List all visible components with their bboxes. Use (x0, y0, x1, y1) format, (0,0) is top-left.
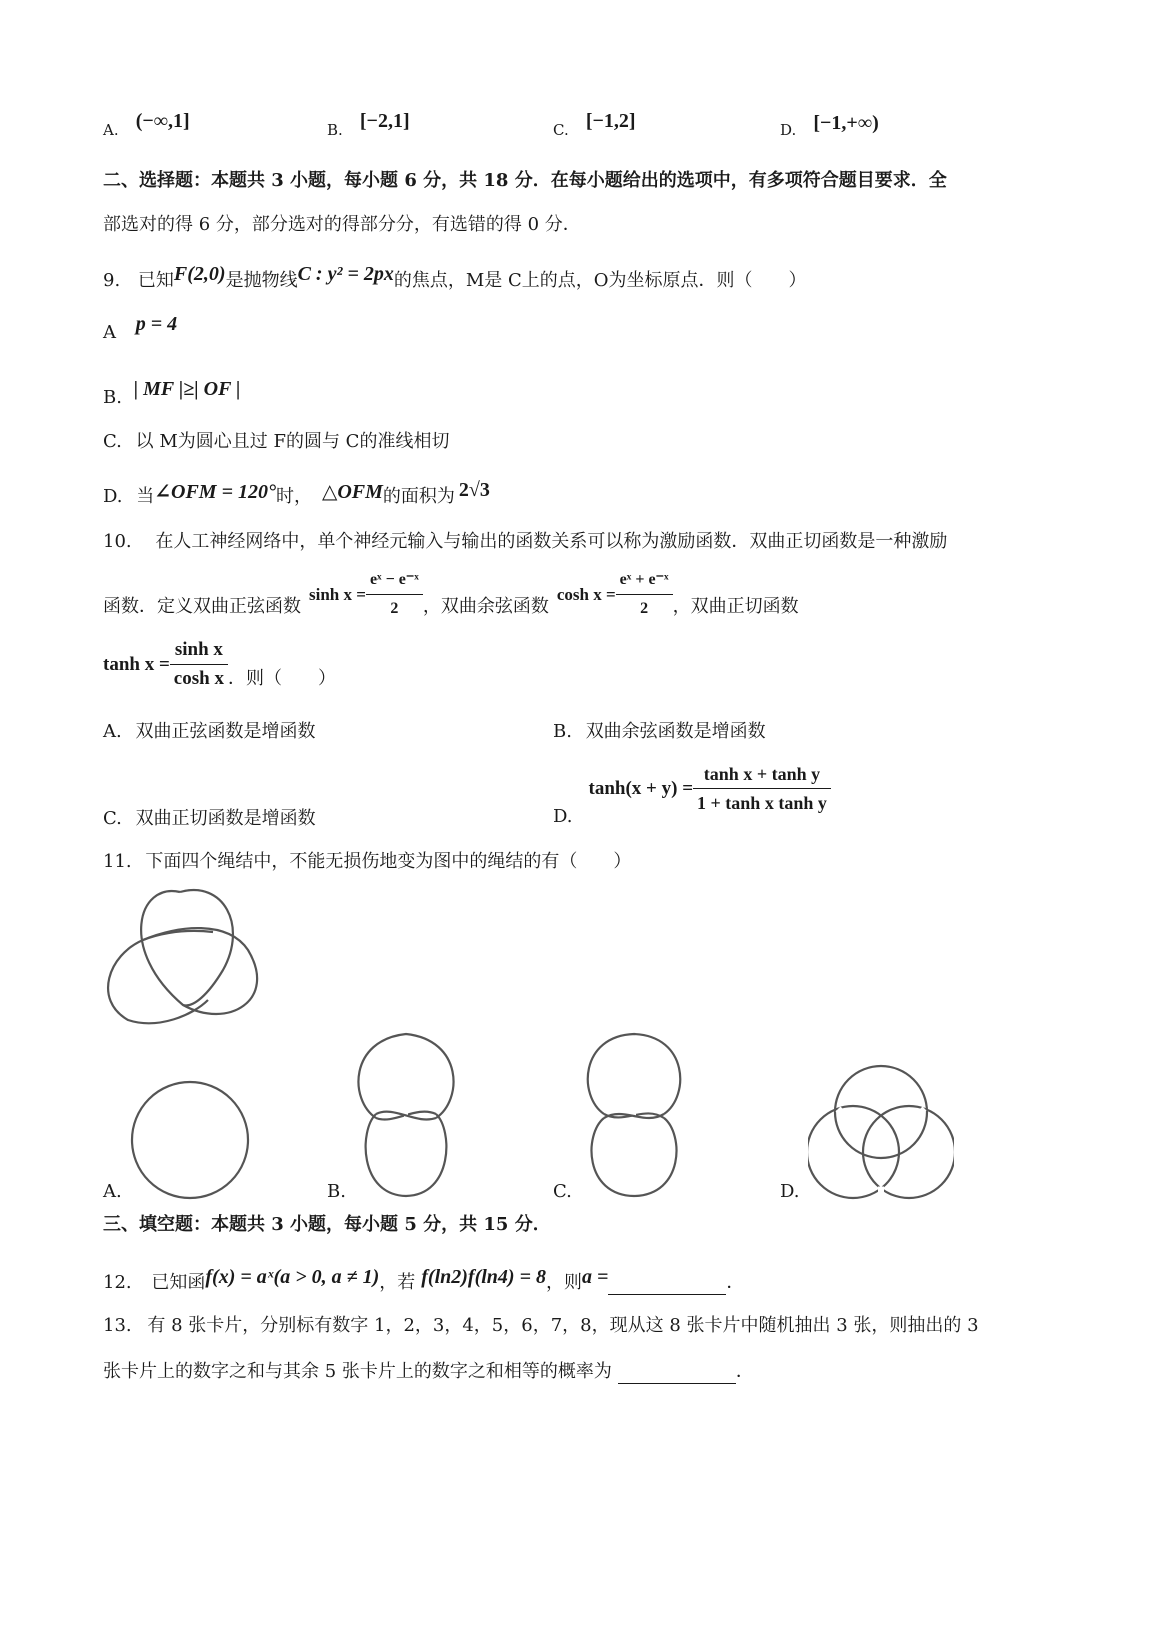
option-label: C. (103, 808, 122, 829)
option-math: ∠OFM = 120° (154, 481, 276, 503)
stem-text: ． (735, 1361, 754, 1382)
fraction-numerator: eˣ + e⁻ˣ (619, 571, 669, 588)
fraction-denominator: 2 (390, 600, 399, 617)
knot-option-b-figure (354, 1030, 458, 1200)
q11-option-a-label: A. (103, 1181, 122, 1202)
option-math: p = 4 (135, 313, 178, 335)
fraction-denominator: 1 + tanh x tanh y (697, 793, 827, 813)
tanh-sum-lhs: tanh(x + y) = (588, 777, 694, 799)
q13-stem-line1 (103, 1314, 979, 1338)
q10-option-a (103, 720, 315, 744)
stem-text: 是抛物线 (225, 270, 298, 291)
cosh-lhs: cosh x = (556, 584, 616, 604)
stem-text: 已知函 (151, 1272, 206, 1293)
fraction-bar (693, 788, 831, 789)
q9-option-b (103, 377, 241, 408)
answer-blank[interactable] (618, 1363, 736, 1384)
trefoil-knot-figure (98, 880, 268, 1030)
answer-blank[interactable] (608, 1274, 726, 1295)
option-math: △OFM (321, 481, 383, 503)
option-value: [−1,+∞) (813, 112, 879, 134)
section2-heading-line2: 部选对的得 6 分，部分选对的得部分分，有选错的得 0 分． (103, 214, 581, 235)
stem-text: ，双曲余弦函数 (422, 595, 549, 617)
option-label: D. (103, 486, 123, 507)
stem-text: ．则（ ） (227, 667, 336, 689)
q11-option-c-label: C. (553, 1181, 572, 1202)
option-text: 双曲正弦函数是增函数 (135, 721, 316, 742)
q9-option-c (103, 430, 449, 454)
option-value: [−1,2] (585, 110, 636, 132)
option-label: B. (553, 721, 572, 742)
q9-stem (103, 263, 807, 293)
q10-option-d (553, 762, 831, 827)
sinh-lhs: sinh x = (309, 584, 366, 604)
question-number: 11. (103, 851, 132, 872)
math-parabola: C : y² = 2px (297, 263, 394, 285)
math-focus: F(2,0) (173, 263, 226, 285)
stem-text: ，双曲正切函数 (672, 595, 799, 617)
q10-stem-line1 (103, 530, 947, 554)
option-value: (−∞,1] (135, 110, 190, 132)
option-label: C. (553, 121, 569, 139)
option-label: C. (103, 431, 122, 452)
fraction-bar (170, 664, 228, 665)
math-answer-var: a = (581, 1266, 609, 1288)
option-label: B. (327, 121, 343, 139)
stem-text: 有 8 张卡片，分别标有数字 1，2，3，4，5，6，7，8，现从这 8 张卡片中随机抽出 3 张，则抽出的 3 (147, 1315, 979, 1336)
question-number: 13. (103, 1315, 132, 1336)
stem-text: ，若 (379, 1272, 416, 1293)
stem-text: ，则 (545, 1272, 582, 1293)
option-label: A. (103, 121, 119, 139)
math-condition: f(ln2)f(ln4) = 8 (421, 1266, 546, 1288)
option-math: | MF |≥| OF | (133, 378, 241, 400)
section3-heading: 三、填空题：本题共 3 小题，每小题 5 分，共 15 分． (103, 1214, 551, 1235)
fraction-numerator: eˣ − e⁻ˣ (369, 571, 419, 588)
stem-text: 的焦点，M是 C上的点，O为坐标原点．则（ ） (393, 270, 807, 291)
option-text: 双曲余弦函数是增函数 (585, 721, 766, 742)
fraction-bar (366, 594, 423, 595)
fraction-numerator: sinh x (174, 639, 223, 660)
q11-option-d-label: D. (780, 1181, 800, 1202)
option-text: 的面积为 (382, 486, 455, 507)
knot-option-a-figure (128, 1078, 252, 1202)
sinh-fraction (366, 568, 423, 621)
option-math: 2√3 (458, 479, 490, 501)
fraction-numerator: tanh x + tanh y (703, 764, 821, 784)
option-label: A. (103, 721, 122, 742)
fraction-bar (616, 594, 673, 595)
q10-stem-line3 (103, 638, 336, 691)
knot-option-c-figure (580, 1030, 688, 1200)
knot-option-d-figure (808, 1062, 954, 1202)
cosh-fraction (616, 568, 673, 621)
question-number: 9. (103, 270, 121, 291)
q8-option-c (553, 110, 636, 142)
stem-text: 函数．定义双曲正弦函数 (103, 595, 301, 617)
q12-stem (103, 1266, 745, 1295)
tanh-lhs: tanh x = (103, 653, 170, 675)
tanh-sum-fraction (693, 762, 831, 815)
stem-text: ． (726, 1272, 745, 1293)
q10-option-c (103, 807, 316, 831)
question-number: 10. (103, 531, 132, 552)
option-label: D. (780, 121, 797, 139)
q13-stem-line2 (103, 1360, 754, 1384)
stem-text: 在人工神经网络中，单个神经元输入与输出的函数关系可以称为激励函数．双曲正切函数是一种激励 (155, 531, 948, 552)
stem-text: 已知 (137, 270, 174, 291)
q8-option-d (780, 112, 879, 142)
fraction-denominator: 2 (640, 600, 649, 617)
q8-option-a (103, 110, 190, 142)
math-function: f(x) = aˣ(a > 0, a ≠ 1) (205, 1266, 380, 1288)
option-text: 时， (275, 486, 312, 507)
option-value: [−2,1] (359, 110, 410, 132)
option-text: 双曲正切函数是增函数 (135, 808, 316, 829)
stem-text: 张卡片上的数字之和与其余 5 张卡片上的数字之和相等的概率为 (103, 1361, 612, 1382)
q11-stem (103, 850, 631, 874)
q10-stem-line2 (103, 568, 799, 621)
section2-heading-line1: 二、选择题：本题共 3 小题，每小题 6 分，共 18 分．在每小题给出的选项中，有多项符合题目要求．全 (103, 170, 947, 191)
q11-option-b-label: B. (327, 1181, 346, 1202)
option-text: 当 (136, 486, 155, 507)
q9-option-d (103, 479, 490, 509)
option-text: 以 M为圆心且过 F的圆与 C的准线相切 (135, 431, 450, 452)
question-number: 12. (103, 1272, 132, 1293)
stem-text: 下面四个绳结中，不能无损伤地变为图中的绳结的有（ ） (145, 851, 632, 872)
option-label: B. (103, 387, 122, 408)
q10-option-b (553, 720, 766, 744)
q9-option-a (103, 312, 178, 343)
tanh-fraction (170, 638, 228, 691)
option-label: D. (553, 805, 573, 827)
option-label: A (103, 322, 116, 343)
q8-option-b (327, 110, 410, 142)
fraction-denominator: cosh x (173, 668, 224, 689)
